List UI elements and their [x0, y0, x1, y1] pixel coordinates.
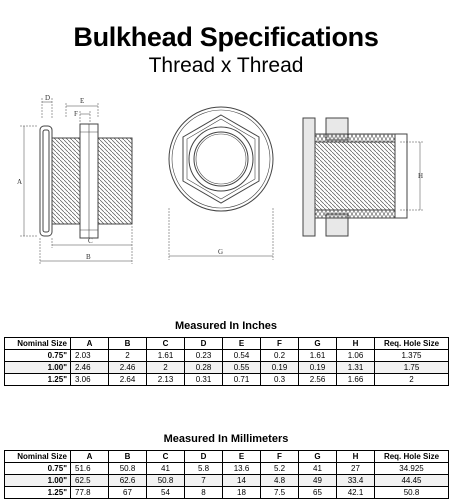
- table-cell: 1.61: [299, 350, 337, 362]
- table-cell: 5.2: [261, 463, 299, 475]
- table-cell: 54: [147, 487, 185, 499]
- dim-label-a: A: [17, 178, 23, 186]
- table-cell: 44.45: [375, 475, 449, 487]
- bulkhead-diagram: [0, 88, 452, 268]
- dim-label-h: H: [418, 172, 424, 180]
- side-view: [20, 98, 132, 264]
- column-header: E: [223, 338, 261, 350]
- nominal-size-cell: 1.25": [5, 374, 71, 386]
- column-header: C: [147, 338, 185, 350]
- table-cell: 1.375: [375, 350, 449, 362]
- table-row: [5, 487, 449, 499]
- table-header-row: [5, 338, 449, 350]
- table-cell: 33.4: [337, 475, 375, 487]
- table-cell: 1.66: [337, 374, 375, 386]
- nominal-size-cell: 1.25": [5, 487, 71, 499]
- table-cell: 0.19: [261, 362, 299, 374]
- column-header: Req. Hole Size: [375, 338, 449, 350]
- table-cell: 1.61: [147, 350, 185, 362]
- table-cell: 13.6: [223, 463, 261, 475]
- millimeters-table-caption: Measured In Millimeters: [163, 433, 289, 445]
- table-cell: 1.31: [337, 362, 375, 374]
- table-cell: 3.06: [71, 374, 109, 386]
- table-cell: 0.23: [185, 350, 223, 362]
- table-row: [5, 374, 449, 386]
- column-header: Req. Hole Size: [375, 451, 449, 463]
- dim-label-d: D: [45, 94, 51, 102]
- table-row: [5, 463, 449, 475]
- table-row: [5, 350, 449, 362]
- table-cell: 4.8: [261, 475, 299, 487]
- table-cell: 2: [375, 374, 449, 386]
- column-header: D: [185, 338, 223, 350]
- column-header: A: [71, 338, 109, 350]
- table-cell: 2.56: [299, 374, 337, 386]
- table-cell: 62.6: [109, 475, 147, 487]
- column-header: F: [261, 338, 299, 350]
- column-header: C: [147, 451, 185, 463]
- table-cell: 0.19: [299, 362, 337, 374]
- table-cell: 27: [337, 463, 375, 475]
- table-cell: 50.8: [147, 475, 185, 487]
- table-cell: 7.5: [261, 487, 299, 499]
- column-header: Nominal Size: [5, 338, 71, 350]
- dim-label-e: E: [80, 97, 85, 105]
- front-view: [169, 107, 273, 260]
- table-cell: 2: [109, 350, 147, 362]
- table-cell: 0.31: [185, 374, 223, 386]
- table-cell: 77.8: [71, 487, 109, 499]
- table-cell: 0.71: [223, 374, 261, 386]
- column-header: G: [299, 338, 337, 350]
- table-cell: 49: [299, 475, 337, 487]
- dim-label-c: C: [88, 237, 93, 245]
- table-cell: 0.3: [261, 374, 299, 386]
- table-cell: 41: [299, 463, 337, 475]
- table-cell: 14: [223, 475, 261, 487]
- column-header: D: [185, 451, 223, 463]
- table-header-row: [5, 451, 449, 463]
- inches-table-caption: Measured In Inches: [174, 320, 278, 332]
- dim-label-b: B: [86, 253, 91, 261]
- column-header: Nominal Size: [5, 451, 71, 463]
- section-view: [303, 118, 424, 236]
- millimeters-table: [4, 450, 449, 499]
- column-header: H: [337, 338, 375, 350]
- table-cell: 8: [185, 487, 223, 499]
- page-title: Bulkhead Specifications: [73, 22, 379, 52]
- column-header: E: [223, 451, 261, 463]
- table-row: [5, 475, 449, 487]
- nominal-size-cell: 0.75": [5, 463, 71, 475]
- table-cell: 2.46: [71, 362, 109, 374]
- column-header: G: [299, 451, 337, 463]
- table-cell: 51.6: [71, 463, 109, 475]
- table-cell: 0.55: [223, 362, 261, 374]
- table-cell: 2.03: [71, 350, 109, 362]
- table-cell: 42.1: [337, 487, 375, 499]
- column-header: F: [261, 451, 299, 463]
- column-header: H: [337, 451, 375, 463]
- table-cell: 2.64: [109, 374, 147, 386]
- table-cell: 50.8: [375, 487, 449, 499]
- table-cell: 7: [185, 475, 223, 487]
- nominal-size-cell: 1.00": [5, 475, 71, 487]
- table-cell: 34.925: [375, 463, 449, 475]
- page-subtitle: Thread x Thread: [148, 54, 304, 77]
- inches-table: [4, 337, 449, 386]
- table-cell: 0.54: [223, 350, 261, 362]
- table-cell: 2.46: [109, 362, 147, 374]
- dim-label-g: G: [218, 248, 224, 256]
- table-cell: 1.75: [375, 362, 449, 374]
- table-cell: 62.5: [71, 475, 109, 487]
- table-cell: 50.8: [109, 463, 147, 475]
- table-cell: 67: [109, 487, 147, 499]
- table-cell: 5.8: [185, 463, 223, 475]
- table-cell: 65: [299, 487, 337, 499]
- column-header: B: [109, 451, 147, 463]
- nominal-size-cell: 1.00": [5, 362, 71, 374]
- table-row: [5, 362, 449, 374]
- table-cell: 41: [147, 463, 185, 475]
- table-cell: 2.13: [147, 374, 185, 386]
- column-header: A: [71, 451, 109, 463]
- table-cell: 18: [223, 487, 261, 499]
- column-header: B: [109, 338, 147, 350]
- dim-label-f: F: [74, 110, 78, 118]
- table-cell: 1.06: [337, 350, 375, 362]
- nominal-size-cell: 0.75": [5, 350, 71, 362]
- table-cell: 0.2: [261, 350, 299, 362]
- table-cell: 2: [147, 362, 185, 374]
- table-cell: 0.28: [185, 362, 223, 374]
